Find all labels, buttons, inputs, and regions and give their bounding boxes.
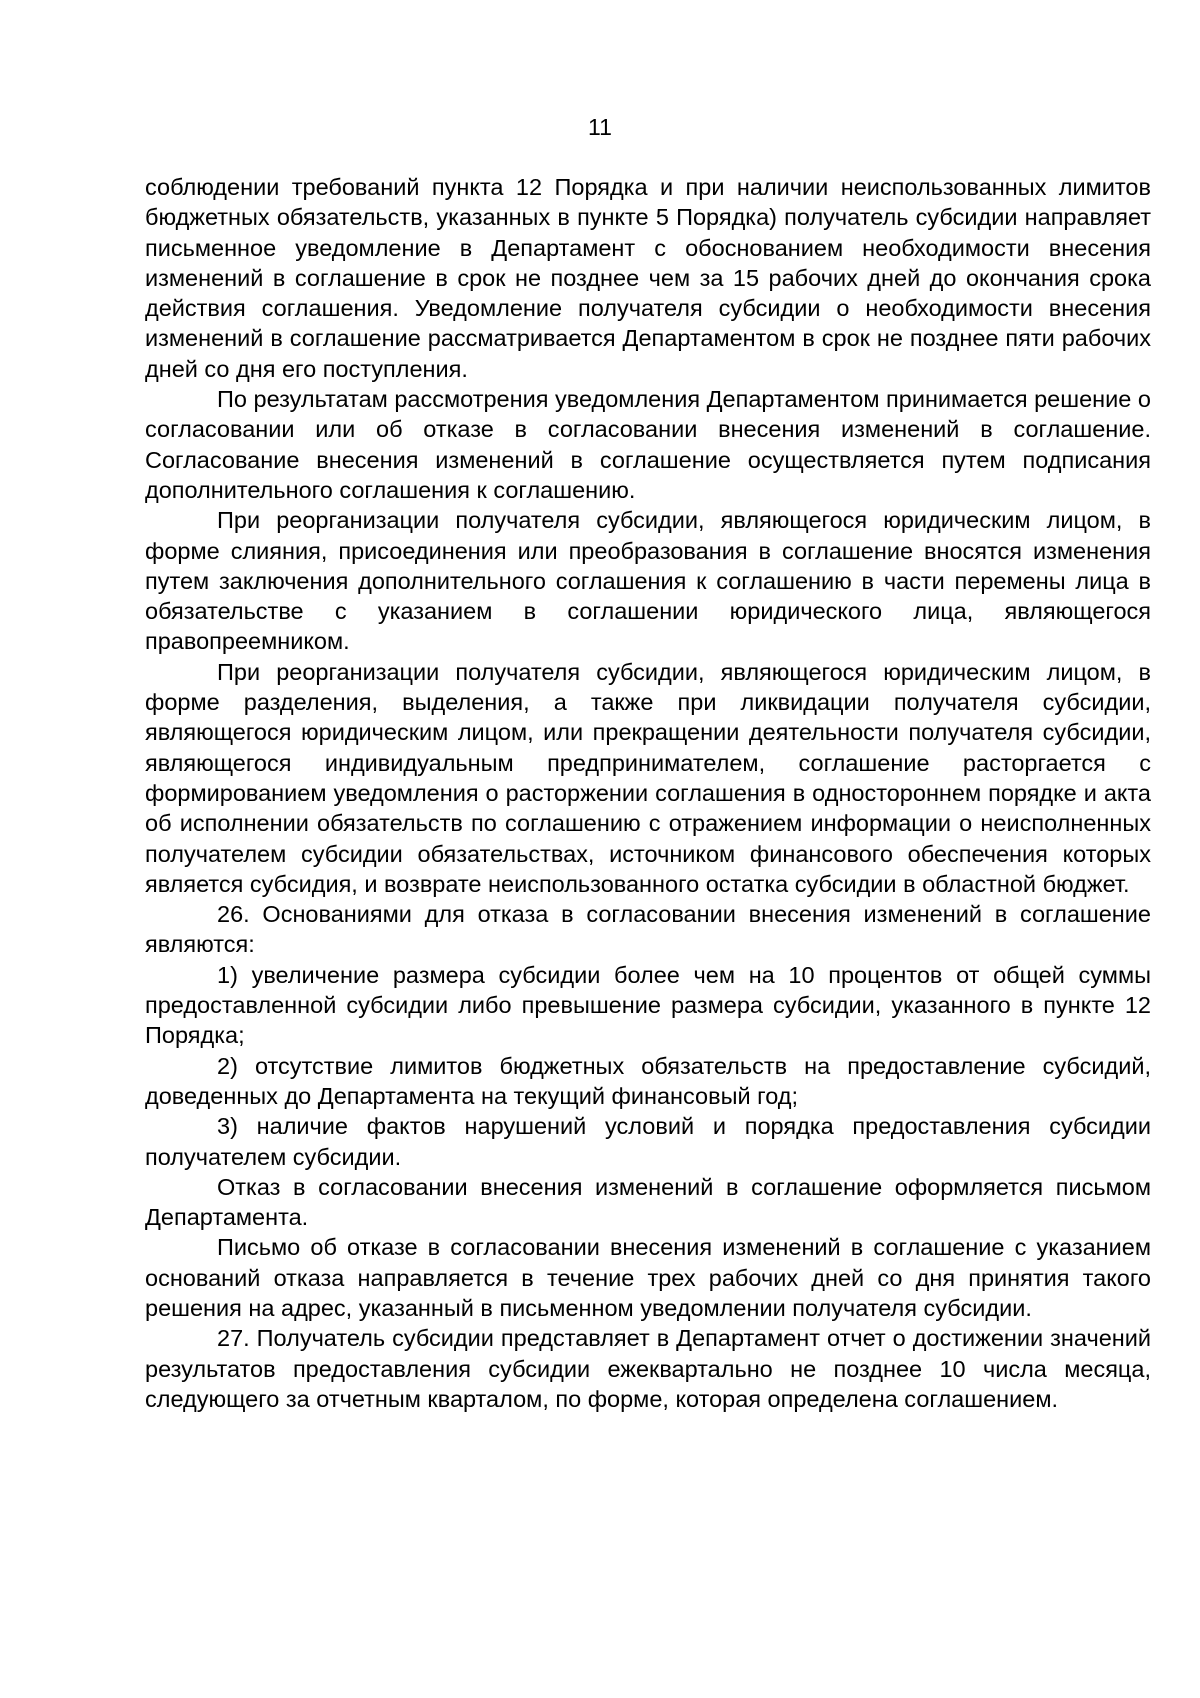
paragraph-refusal-letter: Отказ в согласовании внесения изменений в соглашение оформляется письмом Департамента. — [145, 1173, 1151, 1231]
document-body — [145, 172, 1151, 1414]
paragraph-review-result: По результатам рассмотрения уведомления Департаментом принимается решение о согласовании или об отказе в согласовании внесения изменений в соглашение. Согласование внесения изменений в соглашение осуществляется путем подписания дополнительного соглашения к соглашению. — [145, 386, 1151, 503]
paragraph-refusal-notice: Письмо об отказе в согласовании внесения изменений в соглашение с указанием оснований отказа направляется в течение трех рабочих дней со дня принятия такого решения на адрес, указанный в письменном уведомлении получателя субсидии. — [145, 1234, 1151, 1321]
paragraph-item-27: 27. Получатель субсидии представляет в Департамент отчет о достижении значений результатов предоставления субсидии ежеквартально не позднее 10 числа месяца, следующего за отчетным кварталом, по форме, которая определена соглашением. — [145, 1325, 1151, 1412]
list-item-3: 3) наличие фактов нарушений условий и порядка предоставления субсидии получателем субсидии. — [145, 1113, 1151, 1170]
paragraph-reorganization-merger: При реорганизации получателя субсидии, являющегося юридическим лицом, в форме слияния, присоединения или преобразования в соглашение вносятся изменения путем заключения дополнительного соглашения к соглашению в части перемены лица в обязательстве с указанием в соглашении юридического лица, являющегося правопреемником. — [145, 507, 1151, 655]
list-item-2: 2) отсутствие лимитов бюджетных обязательств на предоставление субсидий, доведенных до Департамента на текущий финансовый год; — [145, 1052, 1151, 1109]
paragraph-item-26: 26. Основаниями для отказа в согласовании внесения изменений в соглашение являются: — [145, 901, 1151, 958]
page-number: 11 — [588, 114, 612, 140]
list-item-1: 1) увеличение размера субсидии более чем на 10 процентов от общей суммы предоставленной субсидии либо превышение размера субсидии, указанного в пункте 12 Порядка; — [145, 961, 1151, 1049]
paragraph-continuation: соблюдении требований пункта 12 Порядка и при наличии неиспользованных лимитов бюджетных обязательств, указанных в пункте 5 Порядка) получатель субсидии направляет письменное уведомление в Департамент с обоснованием необходимости внесения изменений в соглашение в срок не позднее чем за 15 рабочих дней до окончания срока действия соглашения. Уведомление получателя субсидии о необходимости внесения изменений в соглашение рассматривается Департаментом в срок не позднее пяти рабочих дней со дня его поступления. — [145, 174, 1151, 382]
paragraph-reorganization-division: При реорганизации получателя субсидии, являющегося юридическим лицом, в форме разделения, выделения, а также при ликвидации получателя субсидии, являющегося юридическим лицом, или прекращении деятельности получателя субсидии, являющегося индивидуальным предпринимателем, соглашение расторгается с формированием уведомления о расторжении соглашения в одностороннем порядке и акта об исполнении обязательств по соглашению с отражением информации о неисполненных получателем субсидии обязательствах, источником финансового обеспечения которых является субсидия, и возврате неиспользованного остатка субсидии в областной бюджет. — [145, 658, 1151, 897]
